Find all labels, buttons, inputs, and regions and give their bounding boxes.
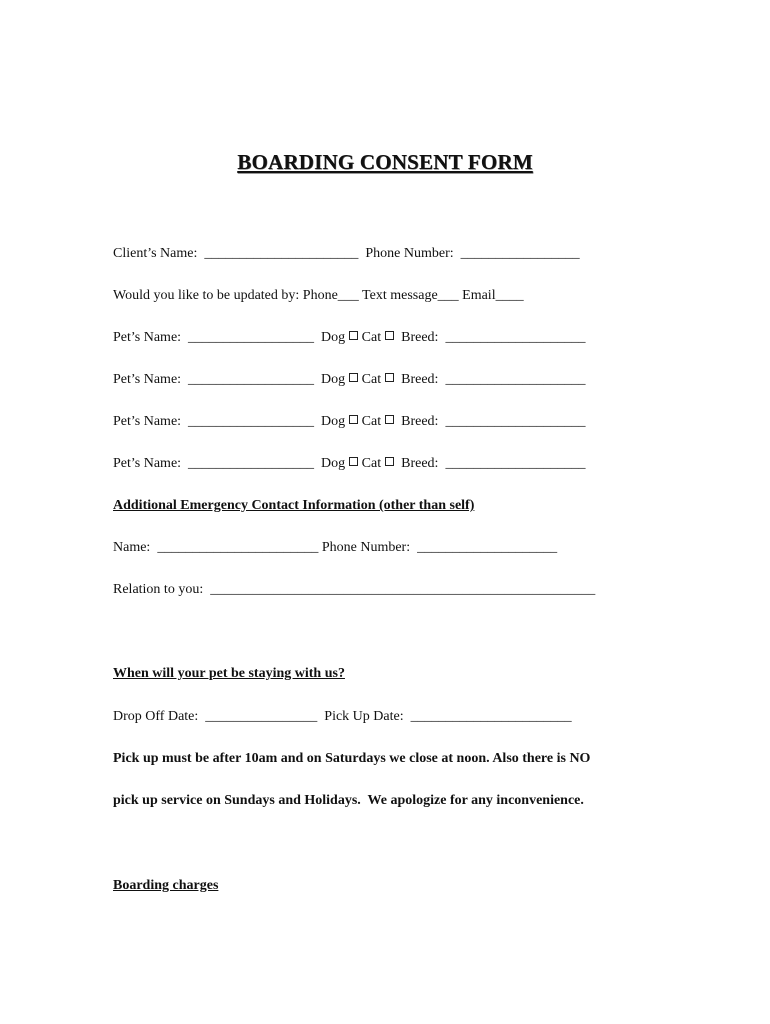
dog-checkbox[interactable] — [349, 331, 358, 340]
dog-label: Dog — [321, 372, 346, 387]
breed-field[interactable]: ____________________ — [445, 456, 586, 471]
pet-row — [113, 329, 585, 347]
pet-name-field[interactable]: __________________ — [188, 330, 315, 345]
breed-label: Breed: — [401, 456, 439, 471]
pet-name-label: Pet’s Name: — [113, 414, 182, 429]
client-name-label: Client’s Name: — [113, 246, 198, 261]
pickup-field[interactable]: _______________________ — [410, 709, 572, 724]
emergency-heading: Additional Emergency Contact Information (other than self) — [113, 498, 475, 513]
client-name-field[interactable]: ______________________ — [204, 246, 359, 261]
client-row — [113, 245, 580, 263]
emergency-name-label: Name: — [113, 540, 151, 555]
pet-name-field[interactable]: __________________ — [188, 456, 315, 471]
dog-checkbox[interactable] — [349, 415, 358, 424]
pet-row — [113, 455, 585, 473]
emergency-phone-label: Phone Number: — [321, 540, 411, 555]
emergency-name-field[interactable]: _______________________ — [157, 540, 319, 555]
dog-checkbox[interactable] — [349, 373, 358, 382]
pickup-notice-line-2: pick up service on Sundays and Holidays. We apologize for any inconvenience. — [113, 793, 584, 808]
update-question: Would you like to be updated by: — [113, 288, 300, 303]
breed-field[interactable]: ____________________ — [445, 372, 586, 387]
pet-name-field[interactable]: __________________ — [188, 414, 315, 429]
emergency-phone-field[interactable]: ____________________ — [417, 540, 558, 555]
dog-label: Dog — [321, 330, 346, 345]
stay-heading: When will your pet be staying with us? — [113, 666, 345, 681]
client-phone-label: Phone Number: — [365, 246, 454, 261]
dog-label: Dog — [321, 414, 346, 429]
pet-row — [113, 413, 585, 431]
cat-checkbox[interactable] — [385, 373, 394, 382]
update-phone-option[interactable]: Phone___ — [302, 288, 359, 303]
pet-name-field[interactable]: __________________ — [188, 372, 315, 387]
dog-checkbox[interactable] — [349, 457, 358, 466]
dog-label: Dog — [321, 456, 346, 471]
pet-name-label: Pet’s Name: — [113, 330, 182, 345]
pickup-notice-line-1: Pick up must be after 10am and on Saturdays we close at noon. Also there is NO — [113, 751, 591, 766]
pet-name-label: Pet’s Name: — [113, 372, 182, 387]
pet-row — [113, 371, 585, 389]
cat-label: Cat — [361, 414, 382, 429]
breed-field[interactable]: ____________________ — [445, 414, 586, 429]
dates-row — [113, 708, 572, 726]
cat-checkbox[interactable] — [385, 415, 394, 424]
relation-field[interactable]: _______________________________________________________ — [210, 582, 596, 597]
relation-row — [113, 581, 595, 599]
breed-label: Breed: — [401, 372, 439, 387]
pet-name-label: Pet’s Name: — [113, 456, 182, 471]
client-phone-field[interactable]: _________________ — [460, 246, 580, 261]
form-title: BOARDING CONSENT FORM — [237, 150, 533, 174]
boarding-charges-heading: Boarding charges — [113, 878, 219, 893]
relation-label: Relation to you: — [113, 582, 204, 597]
breed-label: Breed: — [401, 330, 439, 345]
breed-field[interactable]: ____________________ — [445, 330, 586, 345]
dropoff-label: Drop Off Date: — [113, 709, 199, 724]
cat-checkbox[interactable] — [385, 457, 394, 466]
cat-label: Cat — [361, 372, 382, 387]
update-text-option[interactable]: Text message___ — [362, 288, 459, 303]
breed-label: Breed: — [401, 414, 439, 429]
cat-checkbox[interactable] — [385, 331, 394, 340]
cat-label: Cat — [361, 330, 382, 345]
update-email-option[interactable]: Email____ — [462, 288, 524, 303]
update-preference-row — [113, 287, 524, 305]
dropoff-field[interactable]: ________________ — [205, 709, 318, 724]
pickup-label: Pick Up Date: — [324, 709, 404, 724]
cat-label: Cat — [361, 456, 382, 471]
emergency-contact-row — [113, 539, 557, 557]
